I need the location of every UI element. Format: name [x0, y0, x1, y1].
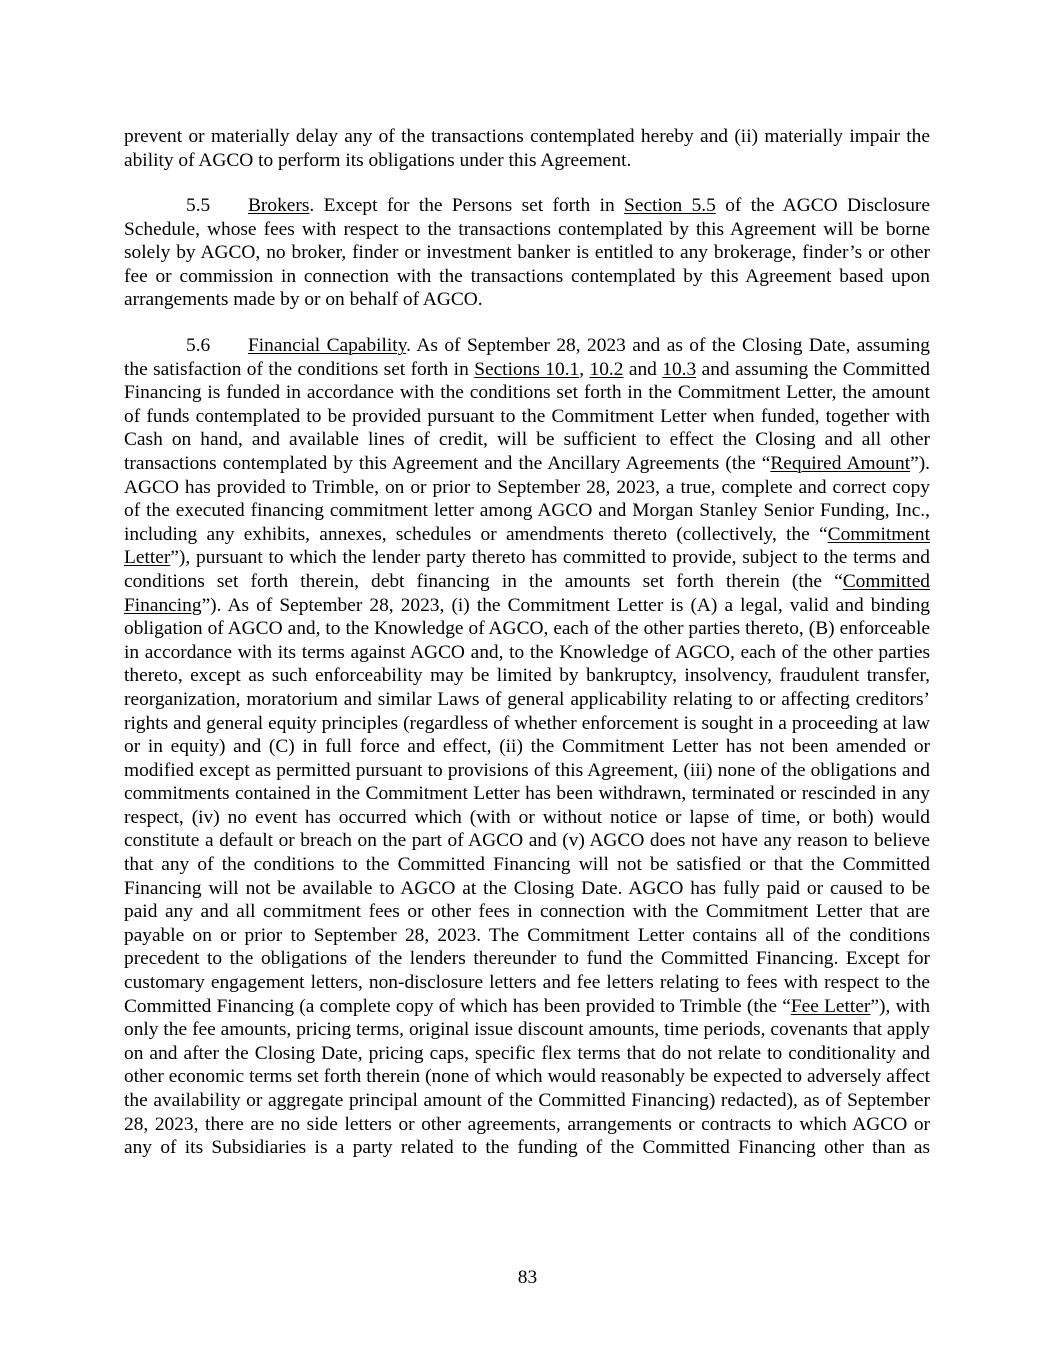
- section-number: 5.5: [186, 195, 211, 216]
- defined-term: Required Amount: [770, 452, 911, 474]
- section-reference: 10.2: [589, 358, 624, 380]
- text-run: of the AGCO Disclosure Schedule, whose fees with respect to the transactions contemplated by this Agreement will be borne solely by AGCO, no broker, finder or investment banker is entitled to any brokerage, finder’s or other fee or commission in connection with the transactions contemplated by this Agreement based upon arrangements made by or on behalf of AGCO.: [124, 195, 930, 311]
- text-run: ”), pursuant to which the lender party thereto has committed to provide, subject to the terms and conditions set forth therein, debt financing in the amounts set forth therein (the “: [124, 547, 930, 592]
- text-run: . Except for the Persons set forth in: [309, 195, 625, 216]
- section-heading: Brokers: [248, 195, 310, 216]
- text-run: ”). As of September 28, 2023, (i) the Commitment Letter is (A) a legal, valid and binding obligation of AGCO and, to the Knowledge of AGCO, each of the other parties thereto, (B) enforceable in accordance with its terms against AGCO and, to the Knowledge of AGCO, each of the other parties thereto, except as such enforceability may be limited by bankruptcy, insolvency, fraudulent transfer, reorganization, moratorium and similar Laws of general applicability relating to or affecting creditors’ rights and general equity principles (regardless of whether enforcement is sought in a proceeding at law or in equity) and (C) in full force and effect, (ii) the Commitment Letter has not been amended or modified except as permitted pursuant to provisions of this Agreement, (iii) none of the obligations and commitments contained in the Commitment Letter has been withdrawn, terminated or rescinded in any respect, (iv) no event has occurred which (with or without notice or lapse of time, or both) would constitute a default or breach on the part of AGCO and (v) AGCO does not have any reason to believe that any of the conditions to the Committed Financing will not be satisfied or that the Committed Financing will not be available to AGCO at the Closing Date. AGCO has fully paid or caused to be paid any and all commitment fees or other fees in connection with the Commitment Letter that are payable on or prior to September 28, 2023. The Commitment Letter contains all of the conditions precedent to the obligations of the lenders thereunder to fund the Committed Financing. Except for customary engagement letters, non-disclosure letters and fee letters relating to fees with respect to the Committed Financing (a complete copy of which has been provided to Trimble (the “: [124, 594, 930, 1017]
- section-reference: 10.3: [662, 358, 697, 380]
- paragraph-text: prevent or materially delay any of the transactions contemplated hereby and (ii) materially impair the ability of AGCO to perform its obligations under this Agreement.: [124, 126, 930, 171]
- text-run: and: [623, 358, 663, 380]
- paragraph-continuation: [124, 125, 930, 172]
- text-run: ”). AGCO has provided to Trimble, on or prior to September 28, 2023, a true, complete and correct copy of the executed financing commitment letter among AGCO and Morgan Stanley Senior Funding, Inc., including any exhibits, annexes, schedules or amendments thereto (collectively, the “: [124, 452, 931, 545]
- section-reference: Section 5.5: [624, 195, 716, 216]
- page-number: 83: [517, 1267, 538, 1288]
- text-run: . As of September 28, 2023 and as of the Closing Date, assuming the satisfaction of the conditions set forth in: [124, 335, 930, 380]
- section-heading: Financial Capability: [248, 335, 407, 356]
- section-5-6-financial-capability: [124, 334, 930, 1160]
- text-run: ”), with only the fee amounts, pricing terms, original issue discount amounts, time periods, covenants that apply on and after the Closing Date, pricing caps, specific flex terms that do not relate to conditionality and other economic terms set forth therein (none of which would reasonably be expected to adversely affect the availability or aggregate principal amount of the Committed Financing) redacted), as of September 28, 2023, there are no side letters or other agreements, arrangements or contracts to which AGCO or any of its Subsidiaries is a party related to the funding of the Committed Financing other than as: [124, 995, 931, 1159]
- defined-term: Fee Letter: [790, 995, 871, 1017]
- section-5-5-brokers: [124, 194, 930, 312]
- text-run: and assuming the Committed Financing is funded in accordance with the conditions set forth in the Commitment Letter, the amount of funds contemplated to be provided pursuant to the Commitment Letter when funded, together with Cash on hand, and available lines of credit, will be sufficient to effect the Closing and all other transactions contemplated by this Agreement and the Ancillary Agreements (the “: [124, 358, 930, 474]
- defined-term: Commitment Letter: [124, 523, 930, 569]
- defined-term: Committed Financing: [124, 570, 930, 616]
- text-run: ,: [579, 358, 590, 380]
- section-number: 5.6: [186, 335, 211, 356]
- section-reference: Sections 10.1: [474, 358, 580, 380]
